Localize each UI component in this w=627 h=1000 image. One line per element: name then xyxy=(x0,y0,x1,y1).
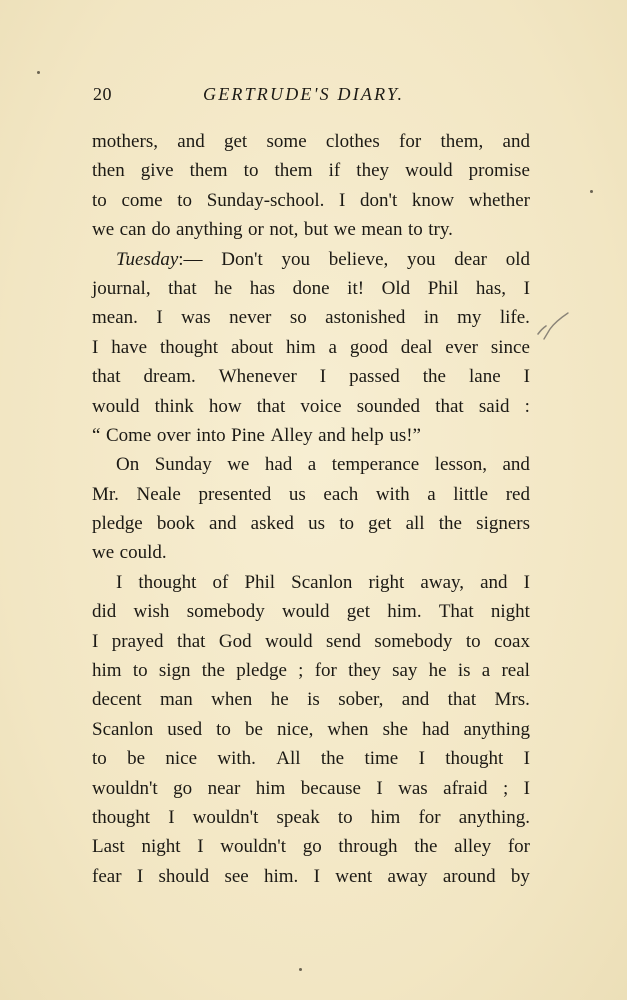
word: Old xyxy=(381,277,411,299)
word: I xyxy=(313,865,320,887)
word: and xyxy=(480,571,508,593)
word: would xyxy=(92,395,140,417)
word: I xyxy=(92,630,99,652)
text-line xyxy=(92,862,530,891)
word: it! xyxy=(347,277,365,299)
word: they xyxy=(356,160,390,182)
word: you xyxy=(407,248,436,270)
word: that xyxy=(435,395,464,417)
word: to xyxy=(216,718,231,740)
word: then xyxy=(92,160,125,182)
word: afraid xyxy=(443,777,488,799)
word: to xyxy=(92,748,107,770)
word: pledge xyxy=(92,513,143,535)
word: not, xyxy=(269,219,299,241)
word: through xyxy=(338,836,398,858)
word: him. xyxy=(264,865,299,887)
text-line xyxy=(92,480,530,509)
word: how xyxy=(208,395,242,417)
word: be xyxy=(127,748,146,770)
word: us xyxy=(288,483,306,505)
word: I xyxy=(376,777,383,799)
word: for xyxy=(399,131,422,152)
word: a xyxy=(307,454,317,476)
word: dear xyxy=(454,248,487,270)
word: but xyxy=(303,219,329,241)
word: in xyxy=(423,307,439,329)
word: whether xyxy=(468,189,530,211)
word: had xyxy=(264,454,293,476)
word: is xyxy=(307,689,320,711)
word: was xyxy=(398,777,428,799)
word: about xyxy=(230,336,274,358)
page-number: 20 xyxy=(93,84,112,104)
word: Tuesday:— xyxy=(116,248,203,270)
word: anything xyxy=(176,219,243,241)
word: get xyxy=(368,513,392,535)
word: with. xyxy=(217,748,256,770)
word: the xyxy=(320,748,345,770)
word: life. xyxy=(499,307,530,329)
text-line xyxy=(92,362,530,391)
word: a xyxy=(427,483,436,505)
word: speak xyxy=(276,806,320,828)
text-line xyxy=(92,656,530,685)
word: voice xyxy=(300,395,342,417)
word: you xyxy=(281,248,310,270)
word: come xyxy=(121,189,163,211)
word: ; xyxy=(502,777,509,799)
word: little xyxy=(453,483,489,505)
word: she xyxy=(382,718,408,740)
word: and xyxy=(502,454,530,476)
word: I xyxy=(339,189,346,211)
word: he xyxy=(428,660,447,682)
text-line xyxy=(92,127,530,156)
word: wish xyxy=(133,601,170,623)
word: don't xyxy=(360,189,398,211)
word: he xyxy=(214,277,233,299)
word: journal, xyxy=(92,277,151,299)
word: go xyxy=(302,836,322,858)
word: : xyxy=(524,395,530,417)
word: old xyxy=(505,248,530,270)
word: around xyxy=(442,865,496,887)
word: him xyxy=(92,660,122,682)
word: to xyxy=(177,189,193,211)
word: Pine xyxy=(231,424,265,446)
word: us xyxy=(308,513,326,535)
word: Alley xyxy=(270,424,313,446)
word: a xyxy=(328,336,337,358)
word: thought xyxy=(159,336,219,358)
word: that xyxy=(176,630,206,652)
word: somebody xyxy=(186,601,265,623)
text-line xyxy=(92,627,530,656)
word: astonished xyxy=(325,307,406,329)
word: and xyxy=(502,131,530,152)
word: to xyxy=(92,189,107,211)
word: that xyxy=(447,689,477,711)
paper-speck xyxy=(37,71,40,74)
word: send xyxy=(326,630,361,652)
word: deal xyxy=(400,336,433,358)
word: used xyxy=(167,718,203,740)
word: Phil xyxy=(427,277,459,299)
word: I xyxy=(92,336,99,358)
text-line xyxy=(92,744,530,773)
word: or xyxy=(248,219,264,241)
text-line xyxy=(92,245,530,274)
word: nice xyxy=(165,748,198,770)
word: temperance xyxy=(331,454,420,476)
pencil-check-mark-icon xyxy=(535,308,571,344)
word: anything xyxy=(463,718,530,740)
word: asked xyxy=(250,513,294,535)
word: mean xyxy=(361,219,403,241)
word: him. xyxy=(387,601,422,623)
word: we xyxy=(92,219,115,241)
word: that xyxy=(256,395,286,417)
word: we xyxy=(92,542,115,564)
word: we xyxy=(227,454,250,476)
paper-speck xyxy=(299,968,302,971)
word: I xyxy=(523,277,530,299)
word: wouldn't xyxy=(92,777,158,799)
word: God xyxy=(218,630,252,652)
word: sober, xyxy=(338,689,384,711)
word: wouldn't xyxy=(220,836,286,858)
word: red xyxy=(505,483,530,505)
word: since xyxy=(490,336,530,358)
word: all xyxy=(405,513,425,535)
word: and xyxy=(401,689,430,711)
word: Sunday xyxy=(154,454,212,476)
word: the xyxy=(201,660,225,682)
word: think xyxy=(154,395,194,417)
word: Sunday-school. xyxy=(206,189,325,211)
word: would xyxy=(282,601,330,623)
word: him xyxy=(286,336,316,358)
word: do xyxy=(151,219,171,241)
word: mothers, xyxy=(92,131,158,152)
word: done xyxy=(292,277,330,299)
word: Phil xyxy=(244,571,276,593)
word: was xyxy=(181,307,211,329)
word: him xyxy=(370,806,401,828)
word: for xyxy=(314,660,337,682)
word: he xyxy=(270,689,289,711)
word: them xyxy=(274,160,313,182)
word: pledge xyxy=(236,660,287,682)
word: say xyxy=(392,660,418,682)
word: prayed xyxy=(111,630,164,652)
word: man xyxy=(160,689,193,711)
word: a xyxy=(481,660,491,682)
word: had xyxy=(421,718,450,740)
word: them, xyxy=(440,131,484,152)
word: away, xyxy=(420,571,465,593)
word: so xyxy=(289,307,307,329)
word: Don't xyxy=(221,248,263,270)
word: try. xyxy=(428,219,453,241)
word: night xyxy=(141,836,181,858)
word: time xyxy=(364,748,399,770)
text-line xyxy=(92,685,530,714)
word: I xyxy=(168,806,175,828)
word: the xyxy=(414,836,438,858)
word: is xyxy=(457,660,471,682)
word: to xyxy=(465,630,481,652)
text-line xyxy=(92,568,530,597)
word: us!” xyxy=(389,424,421,446)
word: Whenever xyxy=(218,366,297,388)
text-line xyxy=(92,274,530,303)
word: I xyxy=(156,307,163,329)
word: sounded xyxy=(356,395,421,417)
word: to xyxy=(339,513,354,535)
word: with xyxy=(375,483,410,505)
text-line xyxy=(92,715,530,744)
word: has xyxy=(249,277,276,299)
word: can xyxy=(119,219,147,241)
word: believe, xyxy=(328,248,389,270)
word: should xyxy=(158,865,210,887)
word: I xyxy=(197,836,204,858)
word: when xyxy=(327,718,369,740)
word: and xyxy=(318,424,346,446)
word: right xyxy=(368,571,405,593)
word: Scanlon xyxy=(291,571,353,593)
word: could. xyxy=(119,542,167,564)
word: lane xyxy=(469,366,501,388)
text-line xyxy=(92,450,530,479)
word: into xyxy=(196,424,226,446)
word: promise xyxy=(468,160,530,182)
word: That xyxy=(438,601,474,623)
word: I xyxy=(136,865,144,887)
page-header xyxy=(93,80,530,110)
word: said xyxy=(478,395,510,417)
word: good xyxy=(349,336,388,358)
word: we xyxy=(333,219,356,241)
word: and xyxy=(209,513,237,535)
word: I xyxy=(418,748,425,770)
word: get xyxy=(224,131,248,152)
word: that xyxy=(168,277,197,299)
word: of xyxy=(212,571,229,593)
word: see xyxy=(224,865,249,887)
text-line xyxy=(92,333,530,362)
text-line xyxy=(92,538,530,567)
word: to xyxy=(337,806,353,828)
word: fear xyxy=(92,865,122,887)
word: him xyxy=(255,777,286,799)
word: be xyxy=(244,718,263,740)
word: give xyxy=(140,160,174,182)
word: to xyxy=(407,219,423,241)
word: because xyxy=(300,777,361,799)
text-line xyxy=(92,392,530,421)
word: I xyxy=(319,366,327,388)
word: I xyxy=(523,571,530,593)
word: On xyxy=(116,454,140,476)
text-line xyxy=(92,803,530,832)
word: the xyxy=(438,513,462,535)
text-line xyxy=(92,832,530,861)
word: Scanlon xyxy=(92,718,154,740)
word: would xyxy=(265,630,313,652)
word: for xyxy=(507,836,530,858)
word: have xyxy=(111,336,148,358)
word: know xyxy=(411,189,455,211)
word: and xyxy=(177,131,205,152)
word: signers xyxy=(476,513,530,535)
word: ; xyxy=(298,660,304,682)
running-head: GERTRUDE'S DIARY. xyxy=(203,84,405,104)
word: them xyxy=(189,160,228,182)
word: away xyxy=(387,865,428,887)
text-line xyxy=(92,774,530,803)
body-text xyxy=(92,127,530,891)
word: has, xyxy=(475,277,506,299)
word: near xyxy=(207,777,241,799)
word: Come xyxy=(105,424,152,446)
text-line xyxy=(92,597,530,626)
word: coax xyxy=(494,630,530,652)
word: decent xyxy=(92,689,142,711)
word: lesson, xyxy=(434,454,487,476)
word: I xyxy=(523,366,530,388)
word: if xyxy=(328,160,341,182)
word: for xyxy=(418,806,441,828)
word: over xyxy=(156,424,191,446)
word: that xyxy=(92,366,121,388)
word: thought xyxy=(92,806,151,828)
word: presented xyxy=(198,483,272,505)
word: night xyxy=(490,601,530,623)
word: wouldn't xyxy=(192,806,259,828)
word: go xyxy=(173,777,193,799)
word: All xyxy=(276,748,301,770)
word: they xyxy=(348,660,381,682)
paper-speck xyxy=(590,190,593,193)
word: alley xyxy=(454,836,492,858)
word: my xyxy=(457,307,482,329)
word: real xyxy=(501,660,530,682)
word: clothes xyxy=(325,131,380,152)
word: Neale xyxy=(136,483,181,505)
word: dream. xyxy=(143,366,196,388)
word: mean. xyxy=(92,307,138,329)
word: the xyxy=(422,366,446,388)
word: thought xyxy=(138,571,197,593)
word: to xyxy=(132,660,148,682)
word: passed xyxy=(349,366,400,388)
word: Mr. xyxy=(92,483,119,505)
word: Last xyxy=(92,836,125,858)
word: would xyxy=(405,160,453,182)
word: “ xyxy=(92,424,101,446)
text-line xyxy=(92,421,530,450)
word: ever xyxy=(445,336,478,358)
word: did xyxy=(92,601,117,623)
word: sign xyxy=(158,660,191,682)
text-line xyxy=(92,186,530,215)
word: some xyxy=(266,131,307,152)
word: somebody xyxy=(374,630,453,652)
word: Mrs. xyxy=(494,689,530,711)
word: when xyxy=(211,689,253,711)
word: help xyxy=(351,424,384,446)
word: to xyxy=(243,160,259,182)
word: book xyxy=(156,513,195,535)
text-line xyxy=(92,509,530,538)
word: went xyxy=(335,865,373,887)
word: never xyxy=(229,307,272,329)
word: get xyxy=(346,601,371,623)
word: each xyxy=(323,483,359,505)
word: by xyxy=(510,865,530,887)
word: I xyxy=(523,748,530,770)
word: thought xyxy=(445,748,504,770)
text-line xyxy=(92,303,530,332)
word: nice, xyxy=(276,718,314,740)
text-line xyxy=(92,215,530,244)
word: anything. xyxy=(458,806,530,828)
text-line xyxy=(92,156,530,185)
word: I xyxy=(116,571,123,593)
word: I xyxy=(523,777,530,799)
